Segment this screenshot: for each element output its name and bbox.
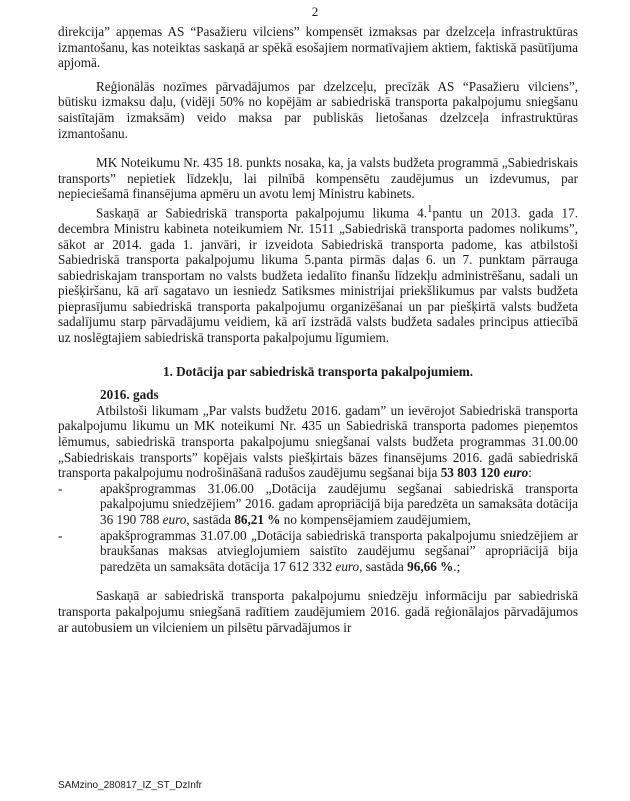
paragraph: Saskaņā ar Sabiedriskā transporta pakalpojumu likuma 4.$^1$pantu un 2013. gada 17. decembra Ministru kabineta noteikumiem Nr. 1511 „Sabiedriskā transporta padomes nolikums”, sākot ar 2014. gada 1. janvāri, ir izveidota Sabiedriskā transporta padome, kas atbilstoši Sabiedriskā transporta pakalpojumu likuma 5.panta pirmās daļas 6. un 7. punktam pārrauga sabiedriskajam transportam no valsts budžeta iedalīto finanšu līdzekļu administrēšanu, sadali un piešķiršanu, kā arī sagatavo un iesniedz Satiksmes ministrijai priekšlikumus par valsts budžeta pieprasījumu sabiedriskā transporta pakalpojumu organizēšanai un par piešķirtā valsts budžeta sadalījumu starp pārvadājumu veidiem, kā arī izstrādā valsts budžeta sadales principus attiecībā uz noslēgtajiem sabiedriskā transporta pakalpojumu līgumiem.: [58, 202, 578, 346]
page-number: 2: [311, 4, 319, 19]
paragraph: Saskaņā ar sabiedriskā transporta pakalpojumu sniedzēju informāciju par sabiedriskā transporta pakalpojumu sniegšanā radītiem zaudējumiem 2016. gadā reģionālajos pārvadājumos ar autobusiem un vilcieniem un pilsētu pārvadājumos ir: [58, 588, 578, 635]
paragraph: MK Noteikumu Nr. 435 18. punkts nosaka, ka, ja valsts budžeta programmā „Sabiedriskais transports” nepietiek līdzekļu, lai pilnībā kompensētu zaudējumus un izdevumus, par nepieciešamā finansējuma apmēru un avotu lemj Ministru kabinets.: [58, 155, 578, 202]
section-heading: 1. Dotācija par sabiedriskā transporta pakalpojumiem.: [162, 363, 474, 379]
list-item: - apakšprogrammas 31.06.00 „Dotācija zaudējumu segšanai sabiedriskā transporta pakalpojumu sniedzējiem” 2016. gadam apropriācijā bija paredzēta un samaksāta dotācija 36 190 788 euro, sastāda 86,21 % no kompensējamiem zaudējumiem,: [58, 480, 578, 528]
footer-filename: SAMzino_280817_IZ_ST_DzInfr: [58, 780, 202, 791]
year-heading: 2016. gads: [100, 387, 159, 403]
paragraph: direkcija” apņemas AS “Pasažieru vilciens” kompensēt izmaksas par dzelzceļa infrastruktūras izmantošanu, kas noteiktas saskaņā ar spēkā esošajiem normatīvajiem aktiem, faktiskā pasūtījuma apjomā.: [58, 24, 578, 71]
paragraph: Reģionālās nozīmes pārvadājumos par dzelzceļu, precīzāk AS “Pasažieru vilciens”, būtisku izmaksu daļu, (vidēji 50% no kopējām ar sabiedriskā transporta pakalpojumu sniegšanu saistītajām izmaksām) veido maksa par publiskās lietošanas dzelzceļa infrastruktūras izmantošanu.: [58, 78, 578, 141]
document-body: [58, 24, 578, 635]
paragraph: Atbilstoši likumam „Par valsts budžetu 2016. gadam” un ievērojot Sabiedriskā transporta pakalpojumu likumu un MK noteikumi Nr. 435 un Sabiedriskā transporta padomes pieņemtos lēmumus, sabiedriskā transporta pakalpojumu sniegšanai valsts budžeta programmas 31.00.00 „Sabiedriskais transports” kopējais valsts piešķirtais bāzes finansējums 2016. gadā sabiedriskā transporta pakalpojumu nodrošināšanā radušos zaudējumu segšanai bija 53 803 120 euro:: [58, 402, 578, 481]
list-item: - apakšprogrammas 31.07.00 „Dotācija sabiedriskā transporta pakalpojumu sniedzējiem ar braukšanas maksas atvieglojumiem saistīto zaudējumu segšanai” apropriācijā bija paredzēta un samaksāta dotācija 17 612 332 euro, sastāda 96,66 %.;: [58, 527, 578, 574]
